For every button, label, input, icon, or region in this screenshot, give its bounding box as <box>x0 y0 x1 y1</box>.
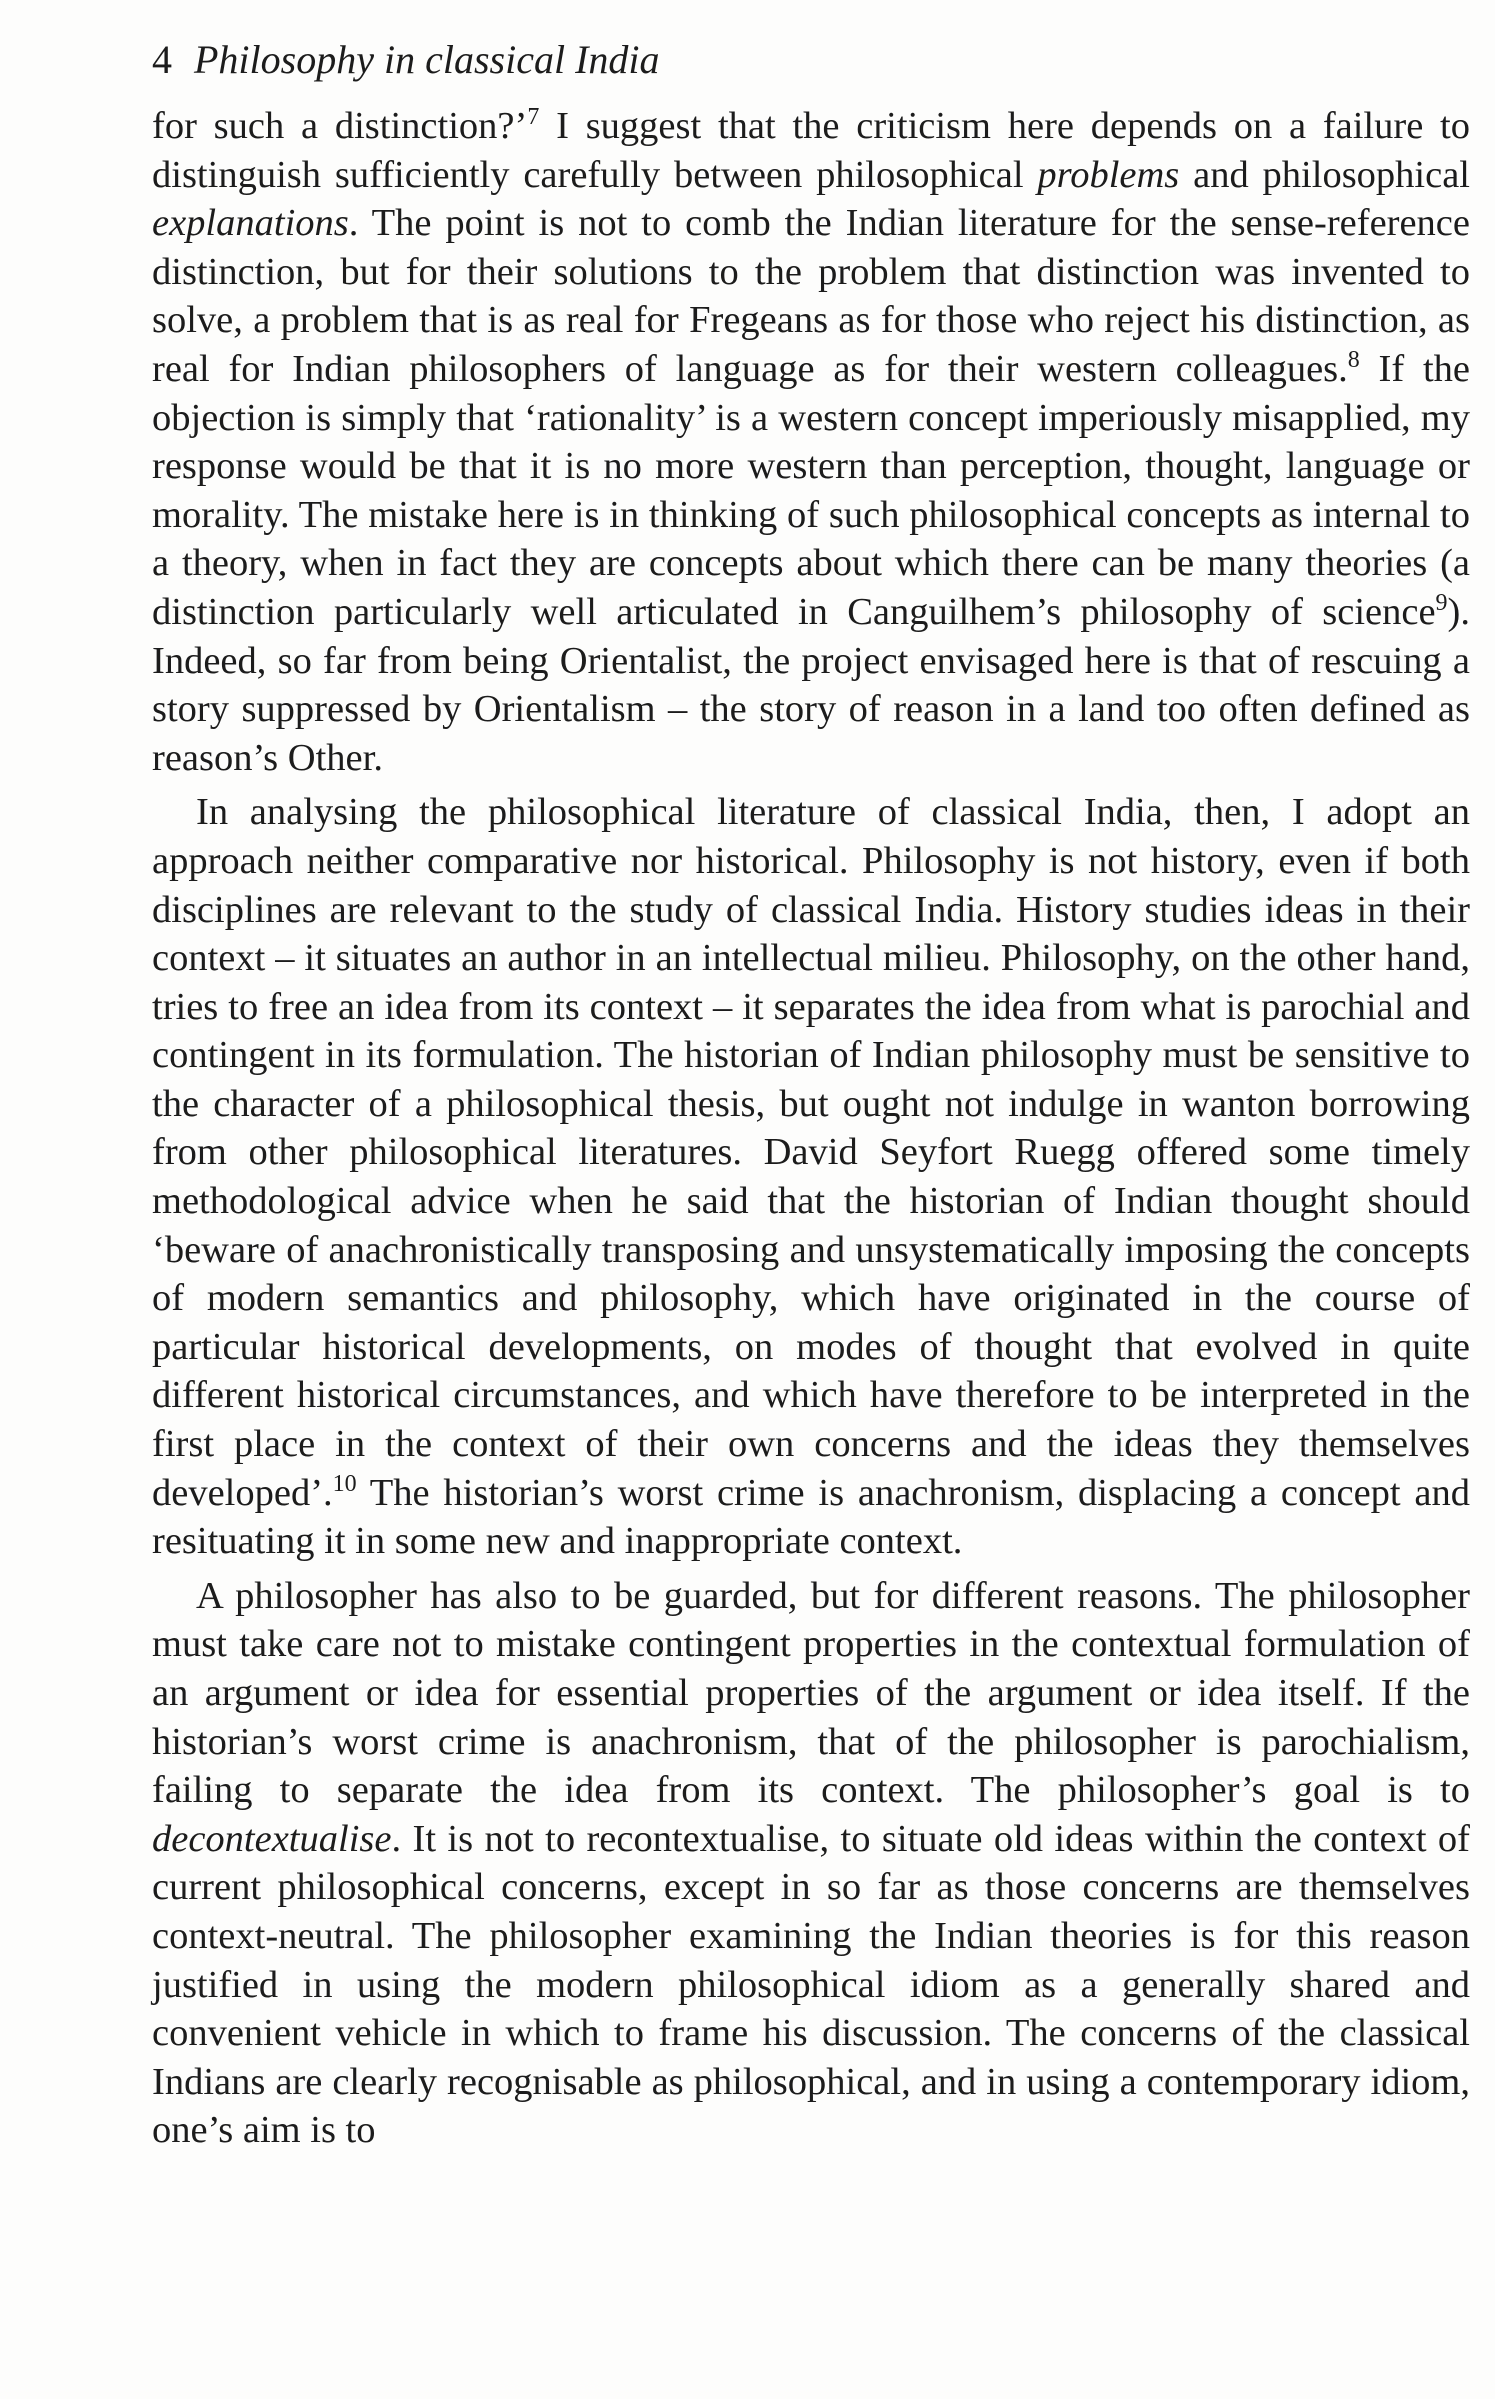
paragraph <box>152 788 1470 1566</box>
emphasis: explanations <box>152 202 349 245</box>
body-text <box>152 102 1470 2155</box>
footnote-marker: 9 <box>1435 590 1448 617</box>
footnote-marker: 7 <box>527 104 540 131</box>
paragraph <box>152 102 1470 782</box>
text-run: ). Indeed, so far from being Orientalist, the project envisaged here is that of rescuing a story suppressed by Orientalism – the story of reason in a land too often defined as reason’s Other. <box>152 590 1470 779</box>
emphasis: decontextualise <box>152 1817 392 1860</box>
text-run: The historian’s worst crime is anachronism, displacing a concept and resituating it in some new and inappropriate context. <box>152 1471 1470 1563</box>
page-header-title: Philosophy in classical India <box>194 37 660 82</box>
text-run: . The point is not to comb the Indian literature for the sense-reference distinction, but for their solutions to the problem that distinction was invented to solve, a problem that is as real for Fregeans as for those who reject his distinction, as real for Indian philosophers of language as for their western colleagues. <box>152 202 1470 390</box>
text-run: for such a distinction?’ <box>152 105 528 147</box>
text-run: and philosophical <box>1179 153 1470 196</box>
page-number: 4 <box>152 37 172 82</box>
text-run: I suggest that the criticism here depends on a failure to distinguish sufficiently carefully between philosophical <box>152 105 1470 196</box>
text-run: A philosopher has also to be guarded, but for different reasons. The philosopher must take care not to mistake contingent properties in the contextual formulation of an argument or idea for essential properties of the argument or idea itself. If the historian’s worst crime is anachronism, that of the philosopher is parochialism, failing to separate the idea from its context. The philosopher’s goal is to <box>152 1574 1470 1812</box>
paragraph <box>152 1572 1470 2155</box>
emphasis: problems <box>1037 153 1180 196</box>
text-run: . It is not to recontextualise, to situate old ideas within the context of current philosophical concerns, except in so far as those concerns are themselves context-neutral. The philosopher examining the Indian theories is for this reason justified in using the modern philosophical idiom as a generally shared and convenient vehicle in which to frame his discussion. The concerns of the classical Indians are clearly recognisable as philosophical, and in using a contemporary idiom, one’s aim is to <box>152 1817 1470 2152</box>
footnote-marker: 8 <box>1347 347 1360 374</box>
footnote-marker: 10 <box>332 1470 357 1497</box>
text-run: If the objection is simply that ‘rationality’ is a western concept imperiously misapplied, my response would be that it is no more western than perception, thought, language or morality. The mistake here is in thinking of such philosophical concepts as internal to a theory, when in fact they are concepts about which there can be many theories (a distinction particularly well articulated in Canguilhem’s philosophy of science <box>152 347 1470 633</box>
running-head <box>152 30 660 90</box>
text-run: In analysing the philosophical literature of classical India, then, I adopt an approach neither comparative nor historical. Philosophy is not history, even if both disciplines are relevant to the study of classical India. History studies ideas in their context – it situates an author in an intellectual milieu. Philosophy, on the other hand, tries to free an idea from its context – it separates the idea from what is parochial and contingent in its formulation. The historian of Indian philosophy must be sensitive to the character of a philosophical thesis, but ought not indulge in wanton borrowing from other philosophical literatures. David Seyfort Ruegg offered some timely methodological advice when he said that the historian of Indian thought should ‘beware of anachronistically transposing and unsystematically imposing the concepts of modern semantics and philosophy, which have originated in the course of particular historical developments, on modes of thought that evolved in quite different historical circumstances, and which have therefore to be interpreted in the first place in the context of their own concerns and the ideas they themselves developed’. <box>152 791 1470 1514</box>
